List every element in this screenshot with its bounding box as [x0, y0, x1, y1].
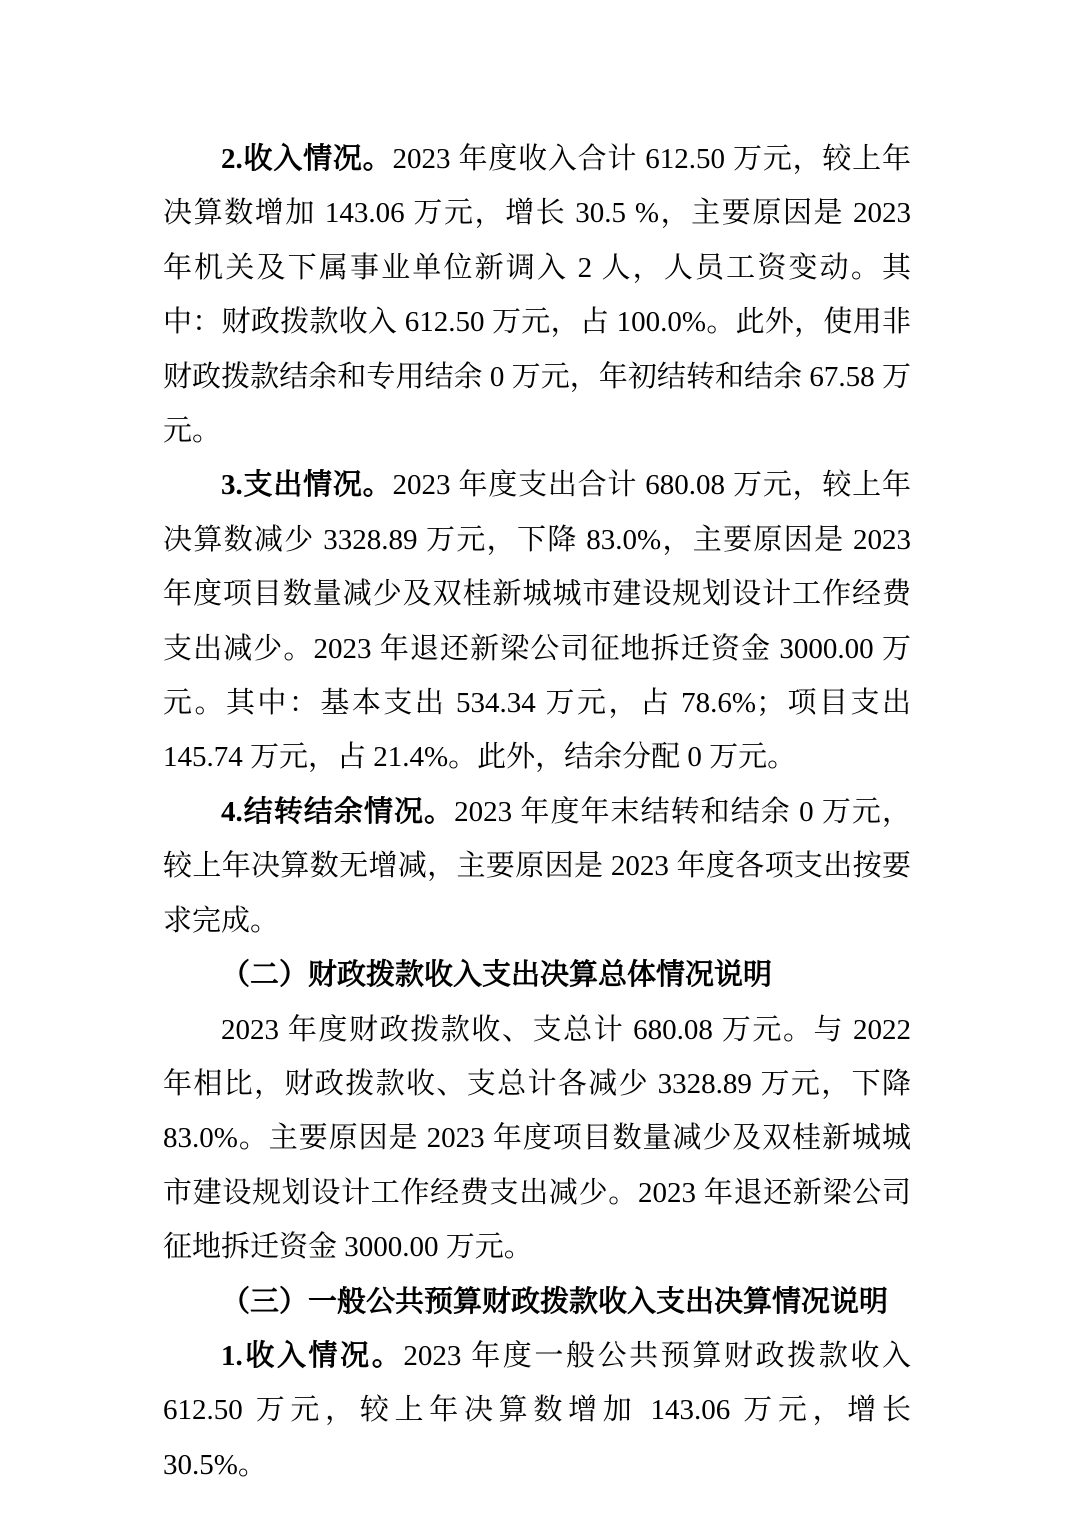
paragraph	[163, 1329, 911, 1492]
paragraph	[163, 1003, 911, 1275]
paragraph-lead: 4.结转结余情况。	[221, 795, 455, 828]
section-heading	[163, 948, 911, 1002]
paragraph-text: 2023 年度一般公共预算财政拨款收入 612.50 万元，较上年决算数增加 143.06 万元，增长 30.5%。	[163, 1339, 911, 1481]
paragraph-text: 2023 年度年末结转和结余 0 万元，较上年决算数无增减，主要原因是 2023 年度各项支出按要求完成。	[163, 795, 911, 937]
paragraph-lead: 3.支出情况。	[221, 469, 393, 502]
paragraph	[163, 458, 911, 784]
paragraph-text: 2023 年度财政拨款收、支总计 680.08 万元。与 2022 年相比，财政拨款收、支总计各减少 3328.89 万元，下降 83.0%。主要原因是 2023 年度项目数量减少及双桂新城城市建设规划设计工作经费支出减少。2023 年退还新梁公司征地拆迁资金 3000.00 万元。	[163, 1013, 911, 1264]
paragraph	[163, 785, 911, 948]
heading-text: （二）财政拨款收入支出决算总体情况说明	[221, 959, 773, 992]
paragraph-text: 2023 年度支出合计 680.08 万元，较上年决算数减少 3328.89 万元，下降 83.0%，主要原因是 2023 年度项目数量减少及双桂新城城市建设规划设计工作经费支出减少。2023 年退还新梁公司征地拆迁资金 3000.00 万元。其中：基本支出 534.34 万元，占 78.6%；项目支出 145.74 万元，占 21.4%。此外，结余分配 0 万元。	[163, 469, 911, 774]
heading-text: （三）一般公共预算财政拨款收入支出决算情况说明	[221, 1285, 889, 1318]
paragraph-lead: 1.收入情况。	[221, 1339, 404, 1372]
paragraph-lead: 2.收入情况。	[221, 143, 393, 175]
paragraph	[163, 132, 911, 458]
paragraph-text: 2023 年度收入合计 612.50 万元，较上年决算数增加 143.06 万元，增长 30.5 %，主要原因是 2023 年机关及下属事业单位新调入 2 人，人员工资变动。其中：财政拨款收入 612.50 万元，占 100.0%。此外，使用非财政拨款结余和专用结余 0 万元，年初结转和结余 67.58 万元。	[163, 143, 911, 448]
document-content	[163, 132, 911, 1492]
section-heading	[163, 1275, 911, 1329]
